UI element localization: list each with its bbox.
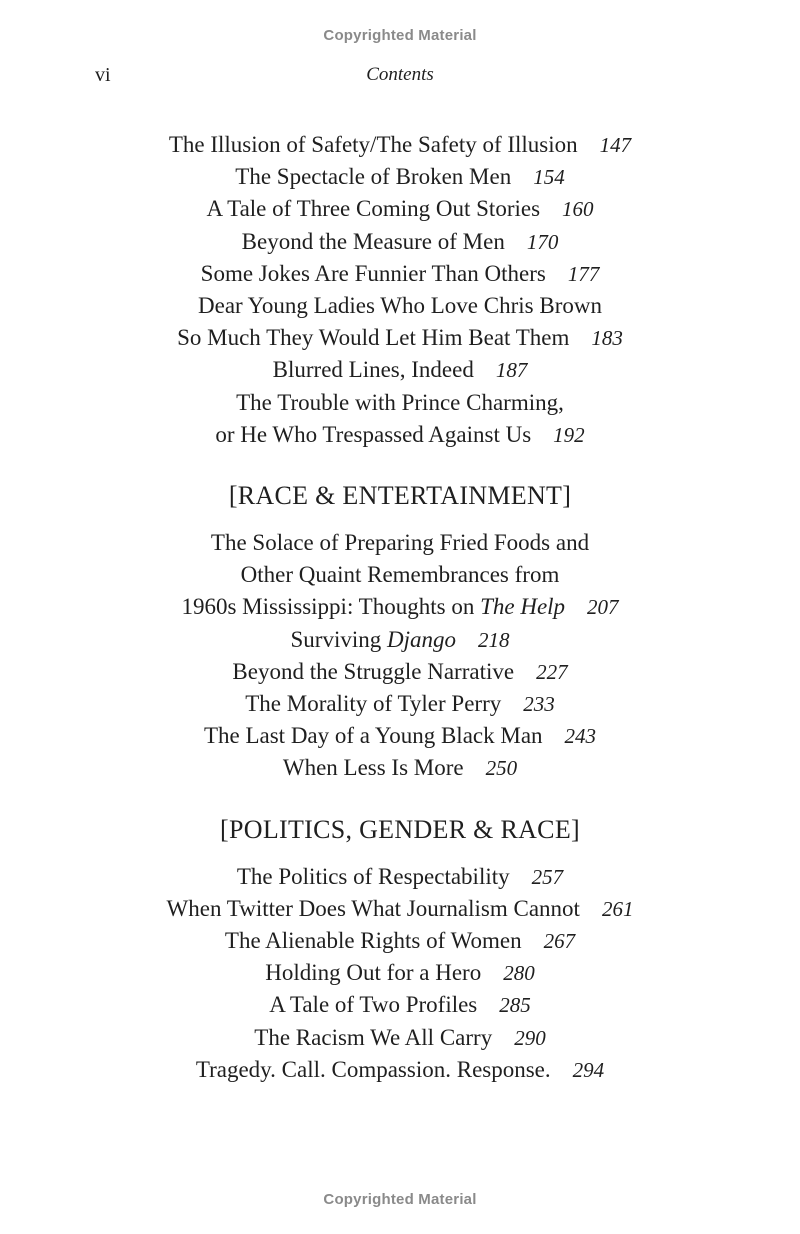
toc-entry-line — [0, 957, 800, 989]
toc-entry-line — [0, 322, 800, 354]
entry-title: Blurred Lines, Indeed — [272, 357, 474, 383]
entry-title-italic: Django — [386, 626, 456, 652]
entry-title: The Trouble with Prince Charming, — [236, 389, 564, 415]
entry-page-number: 257 — [531, 864, 564, 889]
toc-entry-line — [0, 720, 800, 752]
toc-section — [0, 479, 800, 785]
entry-page-number: 261 — [601, 896, 634, 921]
entry-title: or He Who Trespassed Against Us — [215, 421, 532, 447]
toc-entry-line — [0, 861, 800, 893]
toc-entry-line — [0, 559, 800, 591]
toc-entry-line — [0, 527, 800, 559]
entry-title: Beyond the Measure of Men — [241, 228, 505, 254]
toc-entry-line — [0, 129, 800, 161]
entry-title: Other Quaint Remembrances from — [240, 562, 560, 588]
entry-title: Some Jokes Are Funnier Than Others — [200, 260, 546, 286]
entry-title: The Racism We All Carry — [254, 1024, 493, 1050]
entry-page-number: 170 — [526, 229, 559, 254]
toc-entry-line — [0, 419, 800, 451]
toc-entry-line — [0, 354, 800, 386]
entry-title: The Spectacle of Broken Men — [235, 164, 512, 190]
entry-title: The Alienable Rights of Women — [224, 928, 522, 954]
toc-section — [0, 813, 800, 1086]
table-of-contents — [0, 129, 800, 1086]
entry-page-number: 227 — [536, 659, 568, 684]
toc-entry-line — [0, 387, 800, 419]
entry-title: The Illusion of Safety/The Safety of Illusion — [168, 132, 578, 157]
entry-title: When Less Is More — [282, 755, 464, 781]
entry-page-number: 243 — [564, 724, 597, 749]
toc-entry-line — [0, 161, 800, 193]
entry-title: When Twitter Does What Journalism Cannot — [166, 895, 580, 921]
entry-page-number: 160 — [562, 197, 594, 222]
entry-page-number: 192 — [553, 422, 585, 447]
entry-page-number: 177 — [567, 261, 600, 286]
page-number: vi — [95, 64, 111, 86]
toc-entry-line — [0, 688, 800, 720]
entry-title: The Morality of Tyler Perry — [245, 691, 502, 717]
entry-page-number: 218 — [477, 627, 510, 652]
entry-title: 1960s Mississippi: Thoughts on — [181, 594, 481, 620]
entry-title: The Solace of Preparing Fried Foods and — [210, 530, 590, 556]
toc-entry-line — [0, 1022, 800, 1054]
entry-title: Beyond the Struggle Narrative — [232, 658, 515, 684]
entry-page-number: 207 — [587, 595, 619, 620]
entry-page-number: 280 — [503, 961, 535, 986]
running-title: Contents — [366, 64, 434, 85]
entry-page-number: 233 — [523, 692, 555, 717]
section-heading: [POLITICS, GENDER & RACE] — [220, 814, 580, 844]
toc-entry-line — [0, 258, 800, 290]
entry-page-number: 154 — [533, 165, 565, 190]
entry-page-number: 267 — [543, 929, 576, 954]
entry-title: The Politics of Respectability — [236, 863, 510, 889]
toc-entry-line — [0, 226, 800, 258]
entry-title: The Last Day of a Young Black Man — [203, 723, 543, 749]
toc-entry-line — [0, 193, 800, 225]
entry-title: Surviving — [290, 626, 387, 652]
toc-entry-line — [0, 989, 800, 1021]
entry-title: A Tale of Three Coming Out Stories — [206, 196, 541, 222]
entry-title: Dear Young Ladies Who Love Chris Brown — [198, 293, 602, 319]
toc-entry-line — [0, 591, 800, 623]
entry-title-italic: The Help — [480, 594, 566, 620]
entry-title: A Tale of Two Profiles — [269, 992, 478, 1018]
entry-page-number: 183 — [591, 326, 623, 351]
toc-entry-line — [0, 925, 800, 957]
toc-entry-line — [0, 656, 800, 688]
entry-page-number: 294 — [572, 1057, 605, 1082]
toc-entry-line — [0, 893, 800, 925]
copyright-watermark-bottom: Copyrighted Material — [323, 1191, 477, 1208]
entry-page-number: 290 — [514, 1025, 546, 1050]
entry-page-number: 147 — [599, 133, 632, 157]
toc-section — [0, 129, 800, 451]
section-heading: [RACE & ENTERTAINMENT] — [228, 481, 572, 511]
toc-entry-line — [0, 752, 800, 784]
entry-title: So Much They Would Let Him Beat Them — [177, 325, 570, 351]
running-head — [0, 64, 800, 90]
copyright-watermark-top: Copyrighted Material — [323, 27, 477, 44]
entry-title: Holding Out for a Hero — [265, 960, 482, 986]
toc-entry-line — [0, 624, 800, 656]
entry-page-number: 285 — [499, 993, 531, 1018]
entry-page-number: 187 — [495, 358, 528, 383]
toc-entry-line — [0, 1054, 800, 1086]
entry-page-number: 250 — [485, 756, 518, 781]
entry-title: Tragedy. Call. Compassion. Response. — [195, 1056, 551, 1082]
toc-entry-line — [0, 290, 800, 322]
